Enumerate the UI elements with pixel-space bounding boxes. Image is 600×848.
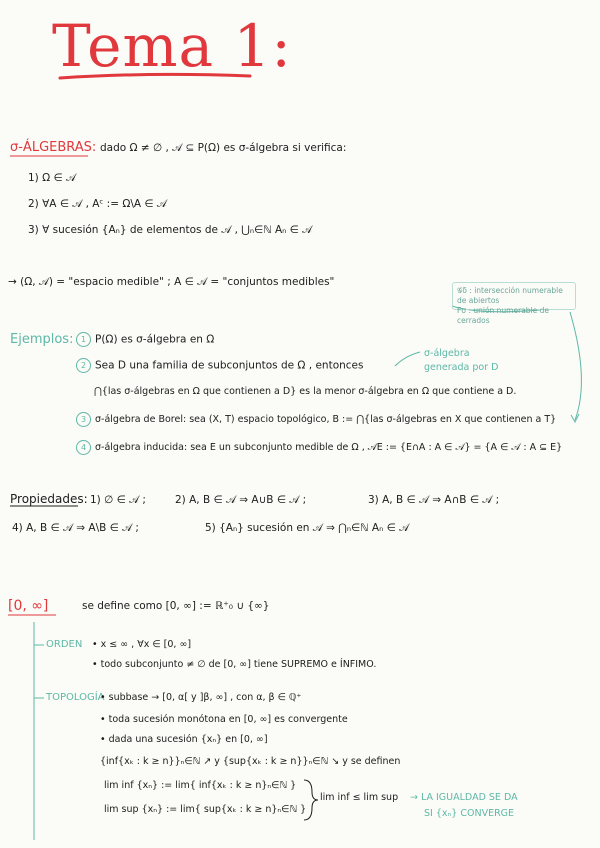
ejemplo-3-text: σ-álgebra de Borel: sea (X, T) espacio topológico, B := ⋂{las σ-álgebras en X que contienen a T} bbox=[95, 414, 557, 425]
side-note-1: σ-álgebra bbox=[424, 348, 470, 359]
propiedad-1: 1) ∅ ∈ 𝒜 ; bbox=[90, 494, 146, 506]
liminf-def: lim inf {xₙ} := lim{ inf{xₖ : k ≥ n}ₙ∈ℕ } bbox=[104, 780, 297, 791]
sigma-item-3: 3) ∀ sucesión {Aₙ} de elementos de 𝒜 , ⋃ₙ∈ℕ Aₙ ∈ 𝒜 bbox=[28, 224, 313, 236]
ejemplo-1-text: P(Ω) es σ-álgebra en Ω bbox=[95, 333, 215, 346]
note-arrow bbox=[570, 312, 581, 420]
ejemplo-2-detail: ⋂{las σ-álgebras en Ω que contienen a D} es la menor σ-álgebra en Ω que contiene a D. bbox=[94, 386, 517, 397]
note-box bbox=[452, 282, 576, 325]
infinito-def: se define como [0, ∞] := ℝ⁺₀ ∪ {∞} bbox=[82, 600, 270, 612]
orden-item-2: • todo subconjunto ≠ ∅ de [0, ∞] tiene SUPREMO e ÍNFIMO. bbox=[92, 659, 377, 670]
topo-item-2: • toda sucesión monótona en [0, ∞] es convergente bbox=[100, 714, 348, 725]
ejemplo-4-number: 4 bbox=[76, 440, 91, 455]
orden-item-1: • x ≤ ∞ , ∀x ∈ [0, ∞] bbox=[92, 639, 192, 650]
topo-item-4: {inf{xₖ : k ≥ n}}ₙ∈ℕ ↗ y {sup{xₖ : k ≥ n}}ₙ∈ℕ ↘ y se definen bbox=[100, 756, 401, 767]
propiedad-3: 3) A, B ∈ 𝒜 ⇒ A∩B ∈ 𝒜 ; bbox=[368, 494, 500, 506]
ejemplo-3 bbox=[76, 412, 556, 427]
propiedad-2: 2) A, B ∈ 𝒜 ⇒ A∪B ∈ 𝒜 ; bbox=[175, 494, 307, 506]
infinito-label: [0, ∞] bbox=[8, 598, 49, 614]
ejemplos-label: Ejemplos: bbox=[10, 332, 74, 347]
page-title: Tema 1: bbox=[52, 12, 292, 80]
topologia-label: TOPOLOGÍA bbox=[46, 692, 105, 703]
propiedad-5: 5) {Aₙ} sucesión en 𝒜 ⇒ ⋂ₙ∈ℕ Aₙ ∈ 𝒜 bbox=[205, 522, 410, 534]
sigma-algebras-label: σ-ÁLGEBRAS: bbox=[10, 140, 97, 155]
topo-item-3: • dada una sucesión {xₙ} en [0, ∞] bbox=[100, 734, 268, 745]
propiedades-label: Propiedades: bbox=[10, 492, 88, 506]
liminf-le-limsup: lim inf ≤ lim sup bbox=[320, 792, 399, 803]
ejemplo-2-number: 2 bbox=[76, 358, 91, 373]
note-line-2: Fσ : unión numerable de cerrados bbox=[457, 306, 550, 325]
limsup-def: lim sup {xₙ} := lim{ sup{xₖ : k ≥ n}ₙ∈ℕ } bbox=[104, 804, 307, 815]
ejemplo-1-number: 1 bbox=[76, 332, 91, 347]
ejemplo-4 bbox=[76, 440, 562, 455]
side-note-2: generada por D bbox=[424, 362, 499, 373]
igualdad-line-2: SI {xₙ} CONVERGE bbox=[424, 808, 515, 819]
ejemplo-2-text: Sea D una familia de subconjuntos de Ω , entonces bbox=[95, 359, 364, 372]
sigma-item-1: 1) Ω ∈ 𝒜 bbox=[28, 172, 76, 184]
ejemplo-2 bbox=[76, 358, 363, 373]
ejemplo-4-text: σ-álgebra inducida: sea E un subconjunto medible de Ω , 𝒜E := {E∩A : A ∈ 𝒜} = {A ∈ 𝒜 : A ⊆ E} bbox=[95, 442, 563, 453]
ejemplo-1 bbox=[76, 332, 214, 347]
measurable-space: → (Ω, 𝒜) = "espacio medible" ; A ∈ 𝒜 = "conjuntos medibles" bbox=[8, 276, 335, 288]
ejemplo-3-number: 3 bbox=[76, 412, 91, 427]
propiedad-4: 4) A, B ∈ 𝒜 ⇒ A\B ∈ 𝒜 ; bbox=[12, 522, 139, 534]
igualdad-line-1: → LA IGUALDAD SE DA bbox=[410, 792, 518, 803]
topo-item-1: • subbase → [0, α[ y ]β, ∞] , con α, β ∈ ℚ⁺ bbox=[100, 692, 302, 703]
sigma-intro: dado Ω ≠ ∅ , 𝒜 ⊆ P(Ω) es σ-álgebra si verifica: bbox=[100, 142, 347, 154]
sigma-item-2: 2) ∀A ∈ 𝒜 , Aᶜ := Ω\A ∈ 𝒜 bbox=[28, 198, 167, 210]
orden-label: ORDEN bbox=[46, 639, 83, 650]
note-line-1: 𝒢δ : intersección numerable de abiertos bbox=[457, 286, 563, 305]
